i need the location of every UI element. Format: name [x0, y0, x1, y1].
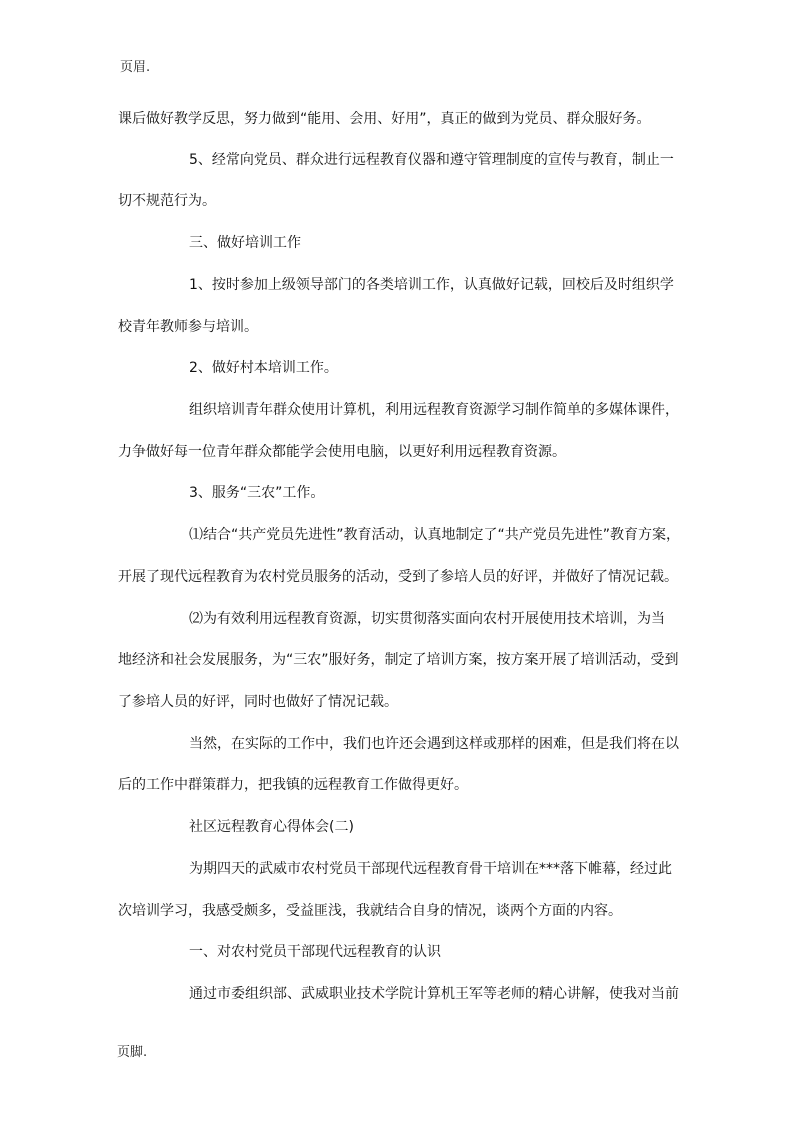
- page-header: 页眉.: [120, 60, 151, 75]
- paragraph-line: 校青年教师参与培训。: [118, 319, 258, 335]
- section-heading: 一、对农村党员干部现代远程教育的认识: [189, 944, 441, 960]
- paragraph-line: 力争做好每一位青年群众都能学会使用电脑，以更好利用远程教育资源。: [118, 444, 566, 460]
- paragraph-line: 通过市委组织部、武威职业技术学院计算机王军等老师的精心讲解，使我对当前: [189, 986, 679, 1002]
- paragraph-line: 次培训学习，我感受颇多，受益匪浅，我就结合自身的情况，谈两个方面的内容。: [118, 903, 622, 919]
- paragraph-line: ⑴结合“共产党员先进性”教育活动，认真地制定了“共产党员先进性”教育方案，: [189, 527, 681, 543]
- paragraph-line: 5、经常向党员、群众进行远程教育仪器和遵守管理制度的宣传与教育，制止一: [189, 152, 674, 168]
- paragraph-line: 后的工作中群策群力，把我镇的远程教育工作做得更好。: [118, 777, 468, 793]
- paragraph-line: 1、按时参加上级领导部门的各类培训工作，认真做好记载，回校后及时组织学: [189, 277, 674, 293]
- paragraph-line: 组织培训青年群众使用计算机，利用远程教育资源学习制作简单的多媒体课件，: [189, 402, 679, 418]
- paragraph-line: 了参培人员的好评，同时也做好了情况记载。: [118, 694, 398, 710]
- page-footer: 页脚.: [117, 1045, 148, 1060]
- section-heading: 三、做好培训工作: [189, 235, 301, 251]
- paragraph-line: 切不规范行为。: [118, 193, 216, 209]
- paragraph-line: 课后做好教学反思，努力做到“能用、会用、好用”，真正的做到为党员、群众服好务。: [118, 111, 651, 127]
- paragraph-line: 为期四天的武威市农村党员干部现代远程教育骨干培训在***落下帷幕，经过此: [189, 861, 672, 877]
- paragraph-line: 当然，在实际的工作中，我们也许还会遇到这样或那样的困难，但是我们将在以: [189, 736, 679, 752]
- paragraph-line: 3、服务“三农”工作。: [189, 485, 325, 501]
- paragraph-line: 开展了现代远程教育为农村党员服务的活动，受到了参培人员的好评，并做好了情况记载。: [118, 569, 678, 585]
- paragraph-line: 地经济和社会发展服务，为“三农”服好务，制定了培训方案，按方案开展了培训活动，受到: [118, 652, 679, 668]
- paragraph-line: 2、做好村本培训工作。: [189, 360, 338, 376]
- paragraph-line: ⑵为有效利用远程教育资源，切实贯彻落实面向农村开展使用技术培训，为当: [189, 611, 665, 627]
- document-title: 社区远程教育心得体会(二): [189, 819, 354, 835]
